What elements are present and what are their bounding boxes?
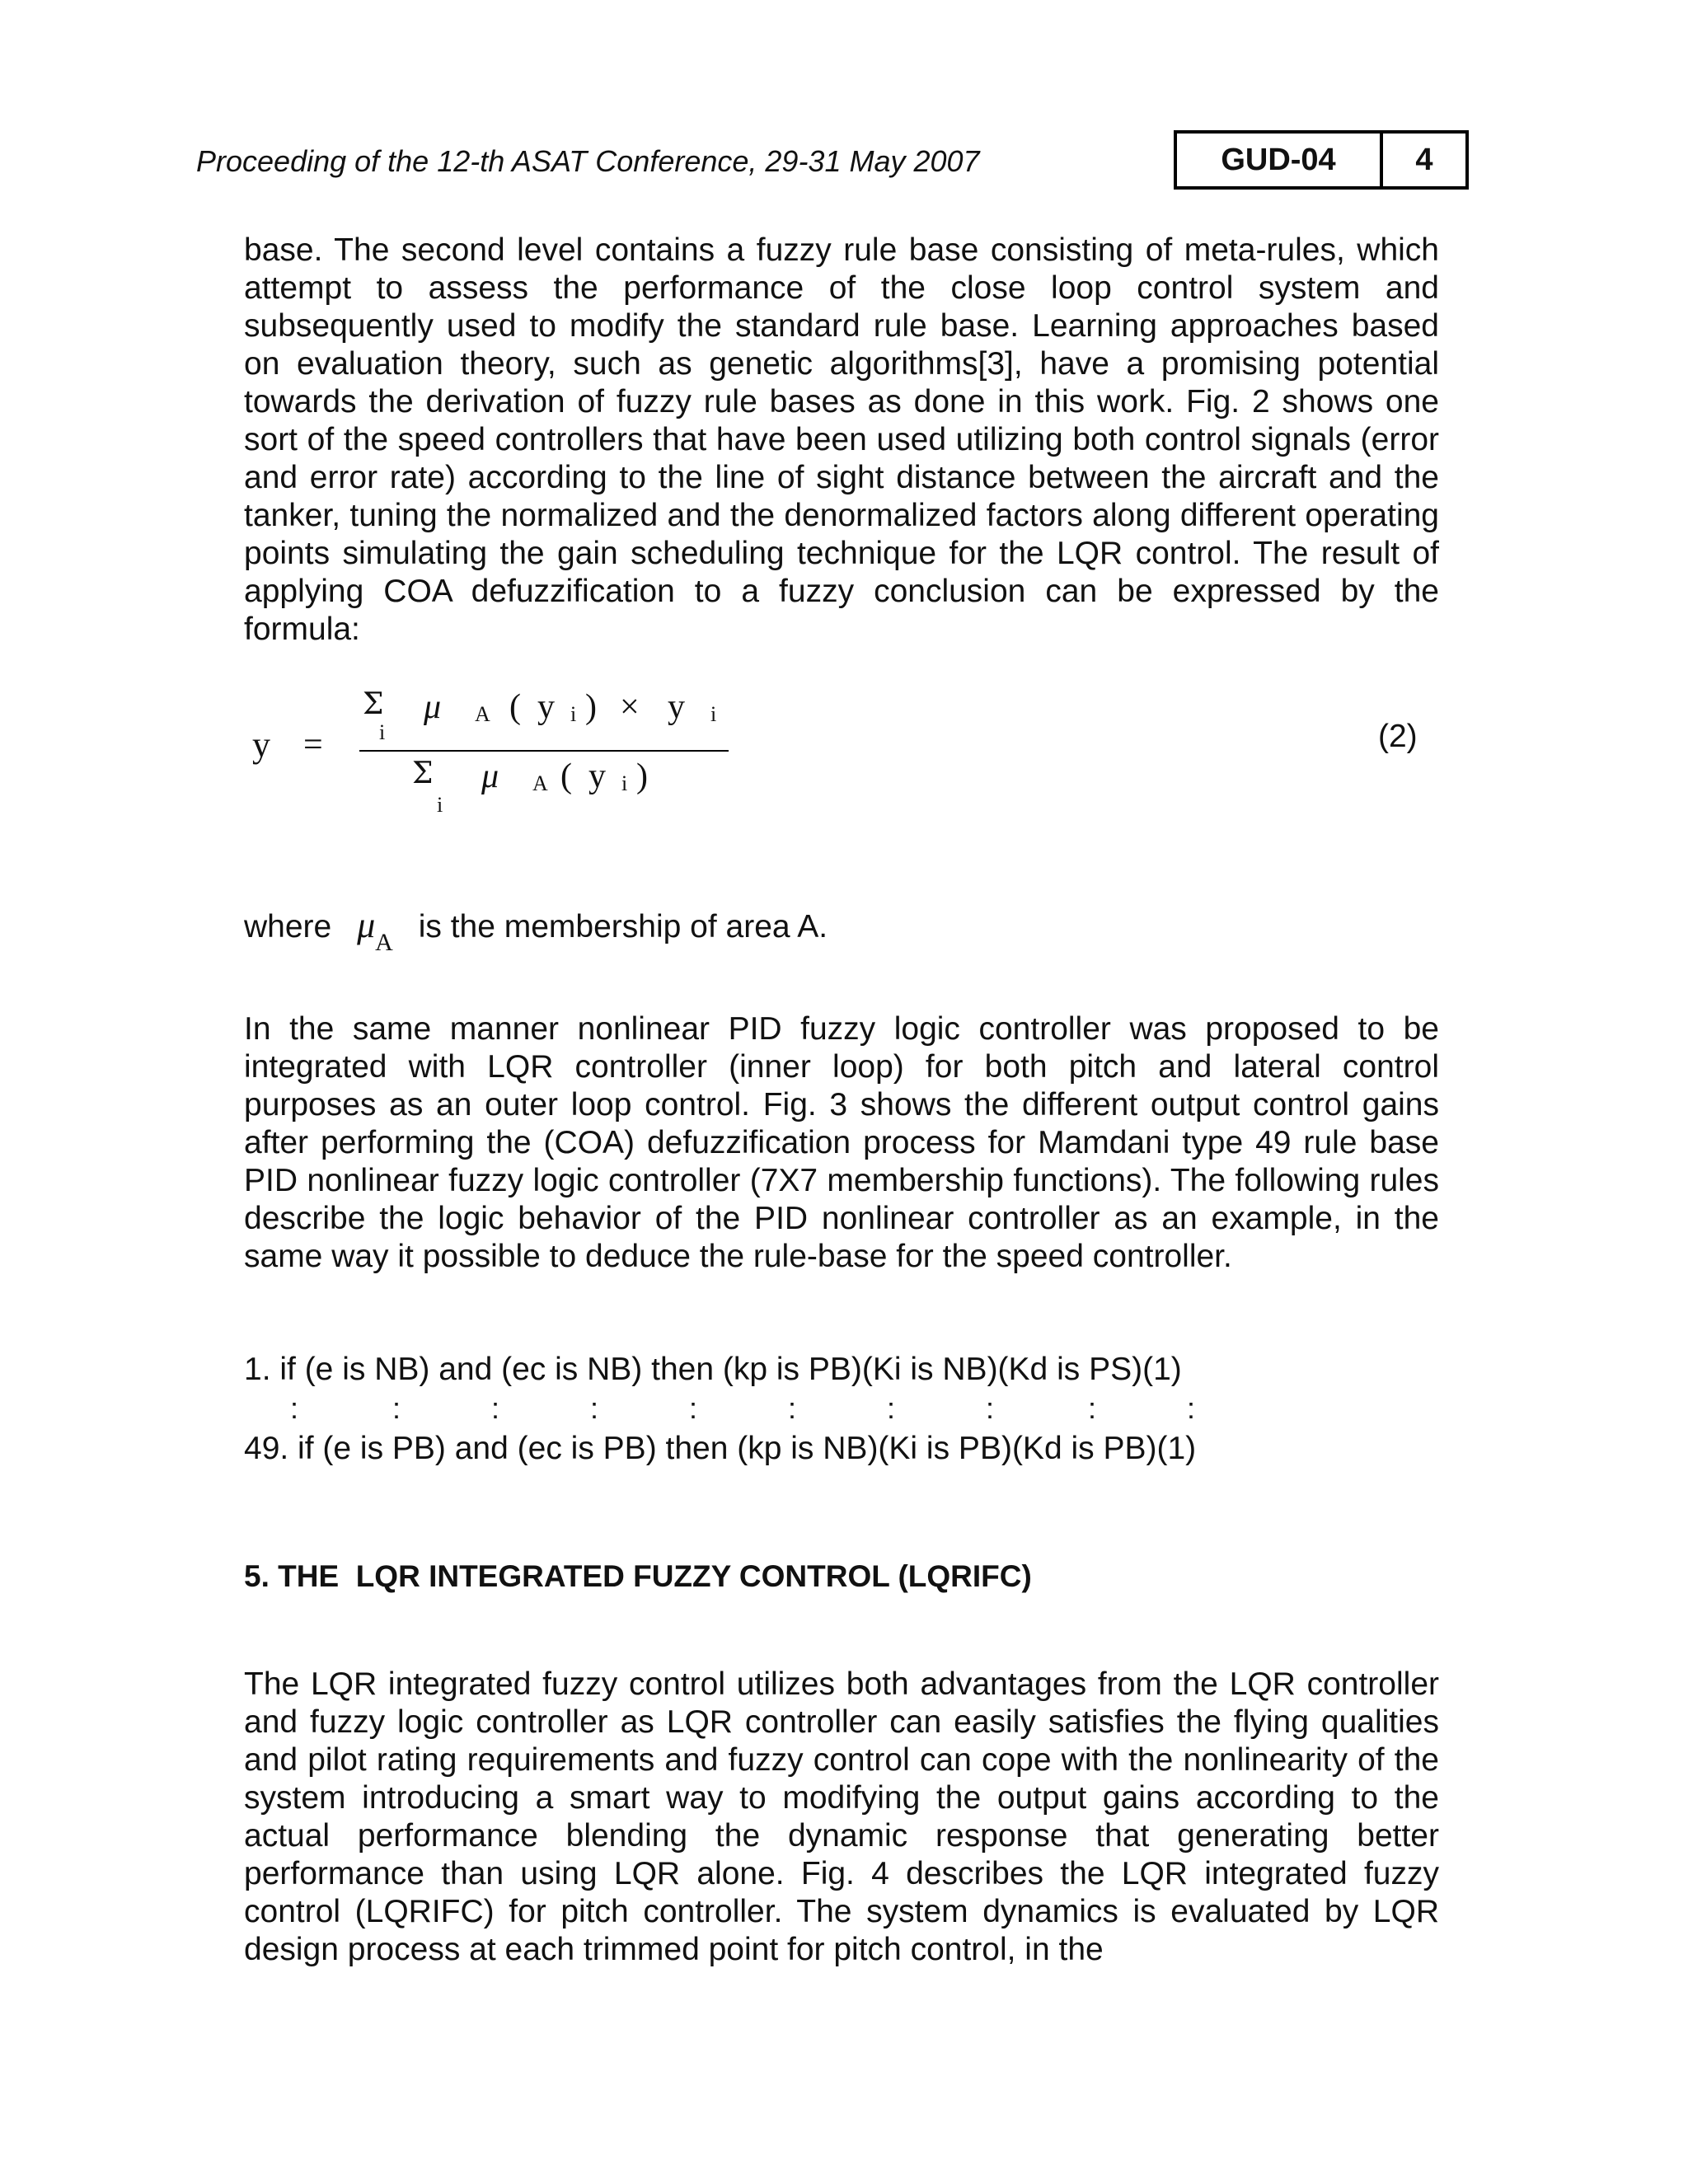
right-paren: ) [585, 688, 597, 726]
sum-symbol: Σ [363, 687, 384, 721]
where-clause [244, 905, 828, 956]
ellipsis-colon: : [887, 1391, 896, 1425]
equation-numerator [363, 687, 725, 745]
ellipsis-colon: : [788, 1391, 797, 1425]
equation-denominator [412, 757, 692, 823]
ellipsis-colon: : [1088, 1391, 1097, 1425]
where-description: is the membership of area A. [418, 909, 828, 944]
y-index: i [710, 702, 717, 726]
paragraph-pid-fuzzy: In the same manner nonlinear PID fuzzy logic controller was proposed to be integrated with LQR controller (inner loop) for both pitch and lateral control purposes as an outer loop control. Fig. 3 shows the different output control gains after performing the (COA) defuzzification process for Mamdani type 49 rule base PID nonlinear fuzzy logic controller (7X7 membership functions). The following rules describe the logic behavior of the PID nonlinear controller as an example, in the same way it possible to deduce the rule-base for the speed controller. [244, 1011, 1439, 1274]
mu-subscript: A [375, 929, 393, 956]
paragraph-fuzzy-rule-base: base. The second level contains a fuzzy rule base consisting of meta-rules, which attempt to assess the performance of the close loop control system and subsequently used to modify the standard rule base. Learning approaches based on evaluation theory, such as genetic algorithms[3], have a promising potential towards the derivation of fuzzy rule bases as done in this work. Fig. 2 shows one sort of the speed controllers that have been used utilizing both control signals (error and error rate) according to the line of sight distance between the aircraft and the tanker, tuning the normalized and the denormalized factors along different operating points simulating the gain scheduling technique for the LQR control. The result of applying COA defuzzification to a fuzzy conclusion can be expressed by the formula: [244, 232, 1439, 647]
set-subscript: A [475, 702, 490, 726]
y-variable: y [537, 688, 555, 726]
left-paren: ( [560, 757, 572, 795]
where-word: where [244, 909, 332, 944]
y-index: i [570, 702, 577, 726]
set-subscript: A [532, 771, 548, 795]
ellipsis-colon: : [1187, 1391, 1196, 1425]
mu-symbol: μ [481, 757, 499, 795]
fraction-bar [359, 750, 729, 752]
equation-number: (2) [1378, 719, 1418, 754]
times-symbol: × [620, 688, 640, 726]
equation-lhs: y [252, 724, 270, 765]
ellipsis-colon: : [986, 1391, 995, 1425]
page-number: 4 [1415, 142, 1433, 177]
right-paren: ) [636, 757, 648, 795]
y-index: i [621, 771, 628, 795]
rule-49: 49. if (e is PB) and (ec is PB) then (kp is NB)(Ki is PB)(Kd is PB)(1) [244, 1431, 1197, 1466]
paragraph-lqrifc: The LQR integrated fuzzy control utilizes both advantages from the LQR controller and fuzzy logic controller as LQR controller can easily satisfies the flying qualities and pilot rating requirements and fuzzy control can cope with the nonlinearity of the system introducing a smart way to modifying the output gains according to the actual performance blending the dynamic response that generating better performance than using LQR alone. Fig. 4 describes the LQR integrated fuzzy control (LQRIFC) for pitch controller. The system dynamics is evaluated by LQR design process at each trimmed point for pitch control, in the [244, 1666, 1439, 1967]
conference-header: Proceeding of the 12-th ASAT Conference, 29-31 May 2007 [196, 144, 980, 178]
sum-index: i [379, 720, 386, 744]
sum-symbol: Σ [412, 757, 434, 790]
paper-id-box [1174, 130, 1469, 190]
mu-symbol: μ [424, 688, 442, 726]
section-heading: 5. THE LQR INTEGRATED FUZZY CONTROL (LQRIFC) [244, 1559, 1032, 1593]
y-variable: y [588, 757, 606, 795]
ellipsis-colon: : [590, 1391, 599, 1425]
left-paren: ( [509, 688, 521, 726]
ellipsis-colon: : [689, 1391, 698, 1425]
rule-1: 1. if (e is NB) and (ec is NB) then (kp is PB)(Ki is NB)(Kd is PS)(1) [244, 1352, 1182, 1387]
sum-index: i [437, 793, 443, 817]
ellipsis-colon: : [290, 1391, 299, 1425]
paper-code: GUD-04 [1177, 134, 1383, 186]
equation-equals: = [303, 726, 323, 764]
y-variable: y [668, 688, 685, 726]
ellipsis-colon: : [491, 1391, 500, 1425]
mu-symbol: μ [357, 905, 376, 945]
ellipsis-colon: : [392, 1391, 401, 1425]
